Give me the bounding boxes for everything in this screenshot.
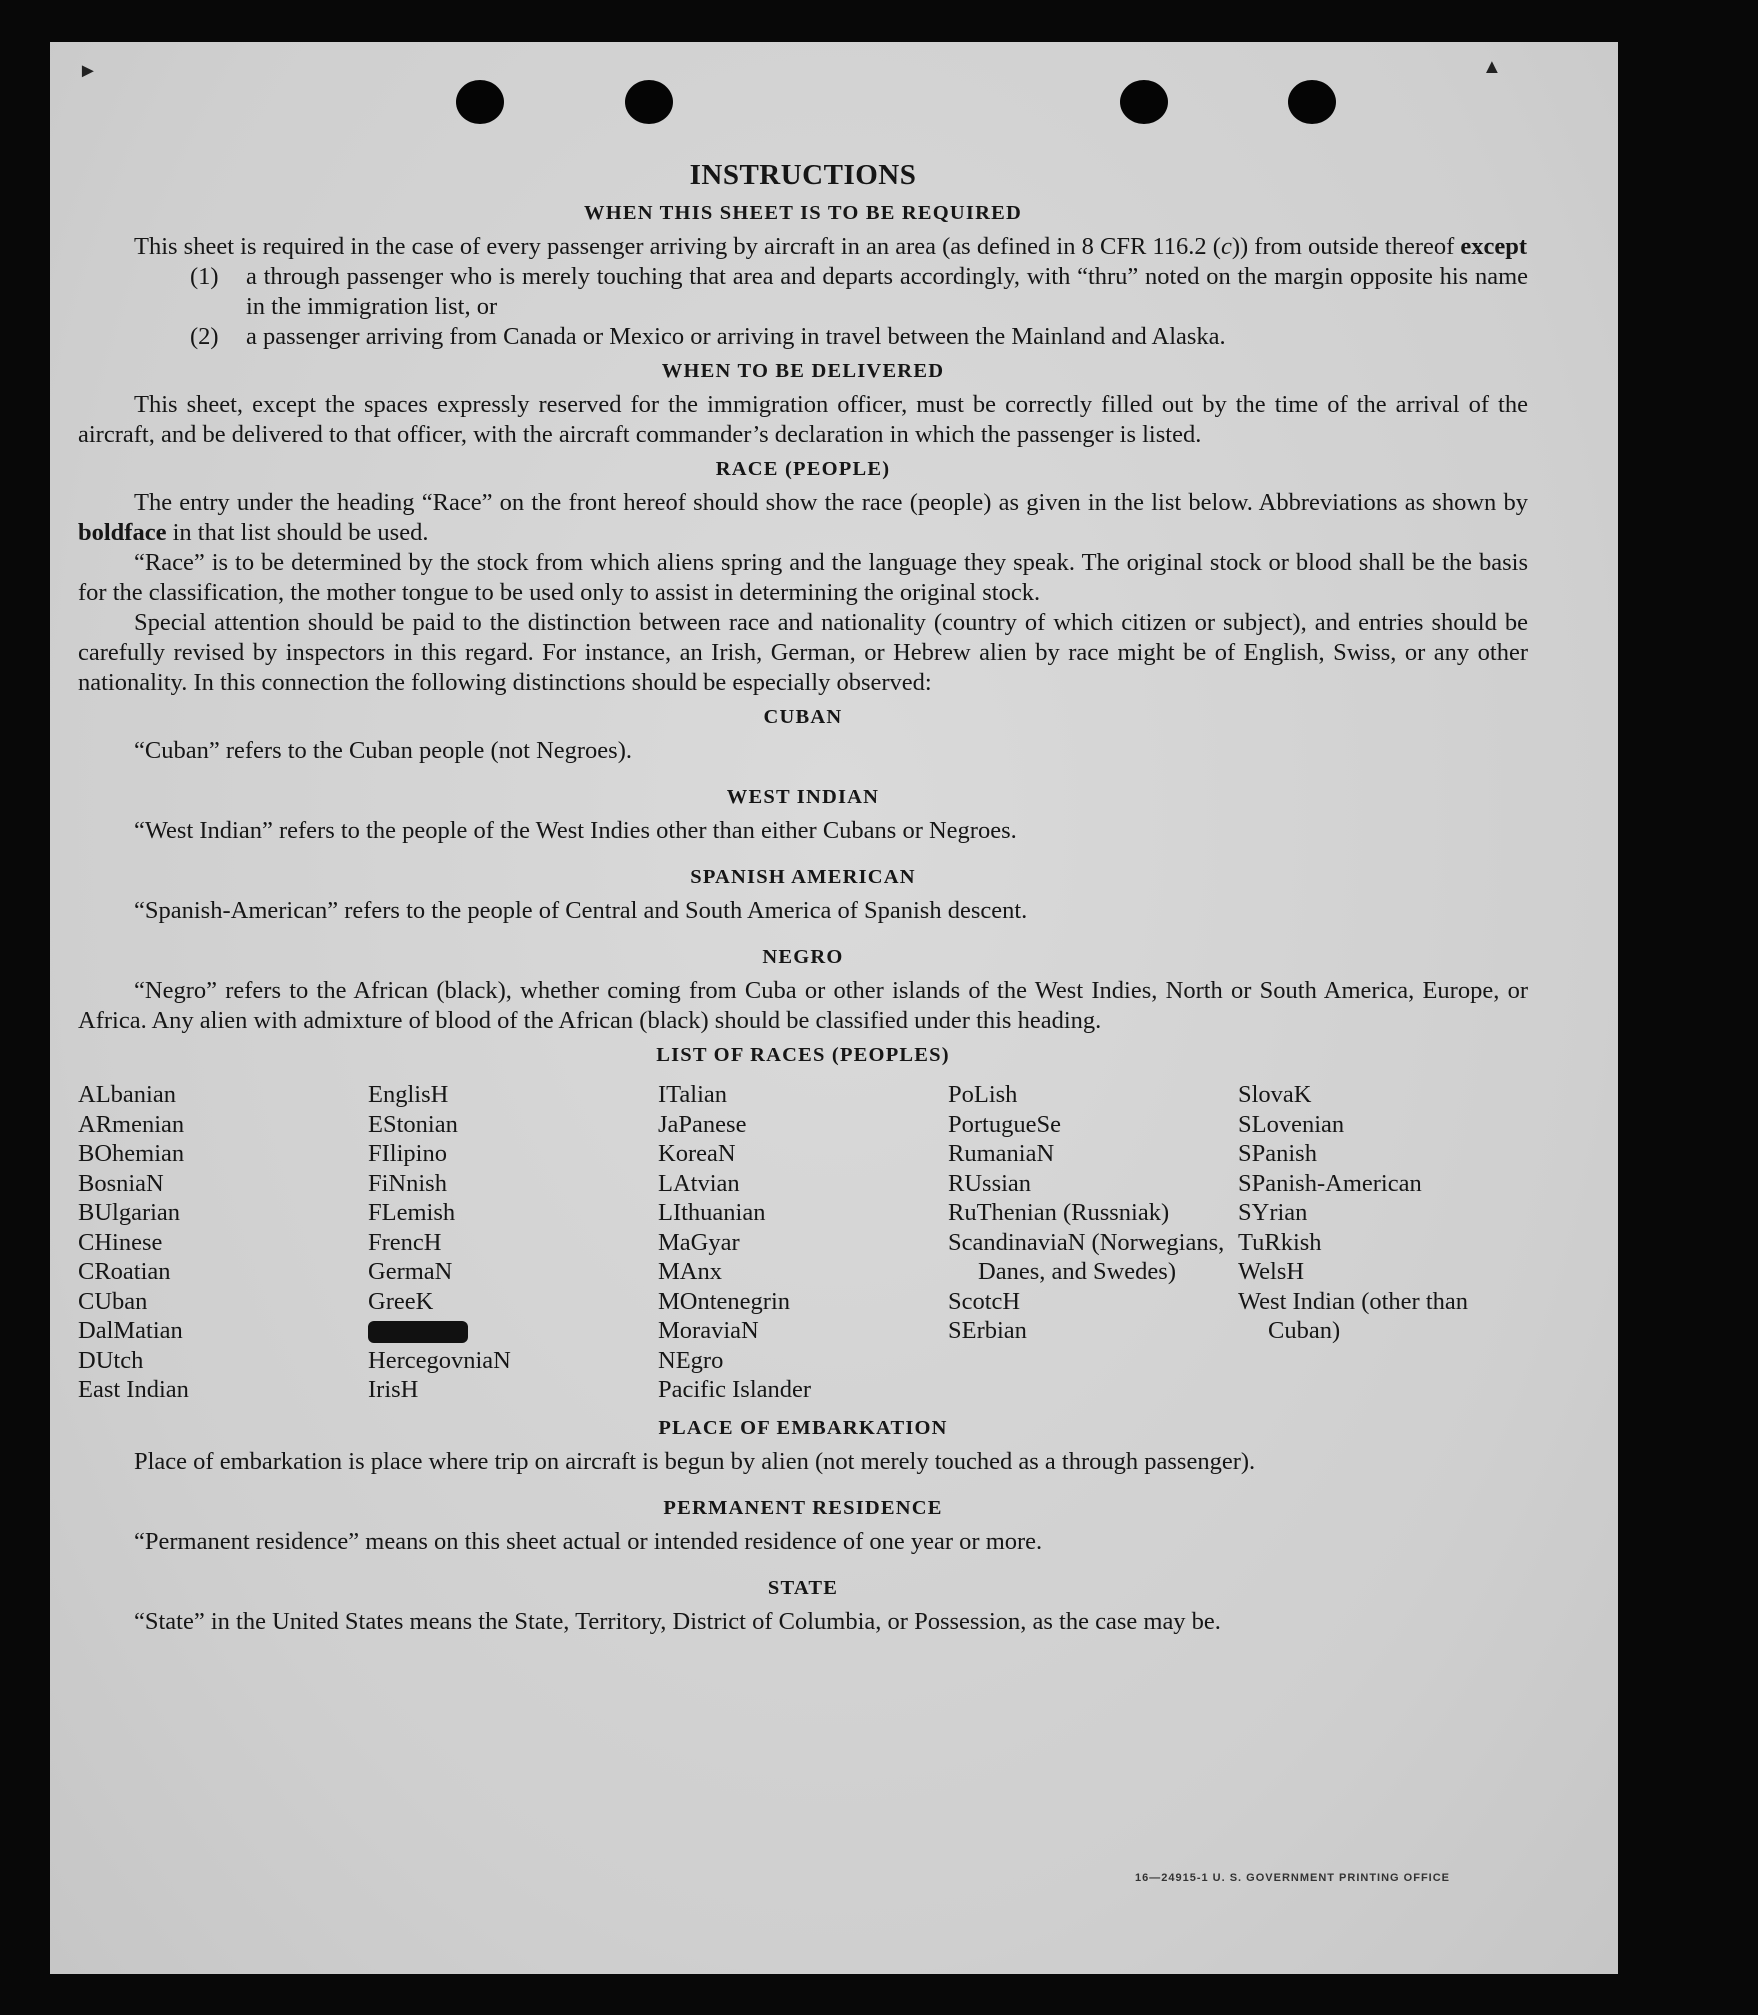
heading-negro: NEGRO xyxy=(762,946,844,968)
spanish-american-text: “Spanish-American” refers to the people of Central and South America of Spanish descent. xyxy=(134,897,1028,924)
race-column xyxy=(78,1080,368,1405)
race-item: MAnx xyxy=(658,1258,722,1285)
heading-cuban: CUBAN xyxy=(763,706,843,728)
race-text-1 xyxy=(78,488,1528,548)
when-required-text-a: This sheet is required in the case of every passenger arriving by aircraft in an area (as defined in 8 CFR 116.2 ( xyxy=(134,233,1221,260)
race-item: GreeK xyxy=(368,1287,434,1315)
race-item: FiNnish xyxy=(368,1169,447,1197)
when-required-text-b: )) from outside thereof xyxy=(1231,233,1461,260)
race-item: KoreaN xyxy=(658,1140,736,1167)
race-item: SPanish xyxy=(1238,1140,1317,1167)
race-item: IrisH xyxy=(368,1376,419,1403)
race-item: SYrian xyxy=(1238,1199,1308,1226)
race-item: SErbian xyxy=(948,1317,1027,1344)
race-item: PortugueSe xyxy=(948,1110,1061,1138)
race-item: HercegovniaN xyxy=(368,1346,511,1374)
punch-hole xyxy=(625,80,673,124)
race-item: CHinese xyxy=(78,1228,163,1256)
race-item: ScotcH xyxy=(948,1287,1021,1315)
document-page xyxy=(50,42,1618,1974)
race-item: West Indian (other than Cuban) xyxy=(1238,1287,1469,1344)
when-required-text-c: c xyxy=(1220,233,1232,260)
race-item: ALbanian xyxy=(78,1081,176,1108)
exception-number: (2) xyxy=(190,323,219,350)
race-item: Pacific Islander xyxy=(658,1376,812,1403)
arrow-mark-icon: ▲ xyxy=(1482,56,1502,78)
race-item: RuThenian (Russniak) xyxy=(948,1199,1170,1226)
redacted-race-item xyxy=(368,1316,658,1346)
race-item: NEgro xyxy=(658,1346,724,1374)
state-text: “State” in the United States means the State, Territory, District of Columbia, or Possession, as the case may be. xyxy=(134,1607,1221,1635)
exception-text: a passenger arriving from Canada or Mexico or arriving in travel between the Mainland and Alaska. xyxy=(246,323,1226,350)
heading-when-required: WHEN THIS SHEET IS TO BE REQUIRED xyxy=(584,202,1022,224)
punch-hole xyxy=(1120,80,1168,124)
redaction-mark xyxy=(368,1321,468,1343)
race-item: EnglisH xyxy=(368,1081,449,1108)
except-keyword: except xyxy=(1460,233,1528,260)
permanent-residence-text: “Permanent residence” means on this sheet actual or intended residence of one year or more. xyxy=(134,1527,1043,1555)
cuban-text: “Cuban” refers to the Cuban people (not Negroes). xyxy=(134,737,632,764)
embarkation-text: Place of embarkation is place where trip on aircraft is begun by alien (not merely touched as a through passenger). xyxy=(134,1447,1256,1475)
race-column xyxy=(658,1080,948,1405)
heading-spanish-american: SPANISH AMERICAN xyxy=(690,866,916,888)
race-item: BosniaN xyxy=(78,1169,164,1197)
race-text-3: Special attention should be paid to the distinction between race and nationality (country of which citizen or subject), and entries should be carefully revised by inspectors in this regard. For instance, an Irish, German, or Hebrew alien by race might be of English, Swiss, or any other nationality. In this connection the following distinctions should be especially observed: xyxy=(78,609,1528,696)
race-item: LIthuanian xyxy=(658,1199,766,1226)
race-item: SPanish-American xyxy=(1238,1169,1422,1197)
race-item: East Indian xyxy=(78,1376,189,1403)
heading-when-delivered: WHEN TO BE DELIVERED xyxy=(661,360,945,382)
page-title: INSTRUCTIONS xyxy=(689,159,917,191)
race-item: CRoatian xyxy=(78,1258,171,1285)
race-column xyxy=(1238,1080,1488,1405)
heading-permanent-residence: PERMANENT RESIDENCE xyxy=(663,1496,943,1519)
race-item: PoLish xyxy=(948,1081,1018,1108)
punch-hole xyxy=(1288,80,1336,124)
race-item: BOhemian xyxy=(78,1140,185,1167)
exception-item xyxy=(78,262,1528,322)
heading-list-of-races: LIST OF RACES (PEOPLES) xyxy=(656,1044,950,1066)
race-item: EStonian xyxy=(368,1110,458,1138)
race-item: RUssian xyxy=(948,1169,1032,1197)
exception-item xyxy=(78,322,1528,352)
race-item: RumaniaN xyxy=(948,1140,1055,1167)
race-item: WelsH xyxy=(1238,1258,1305,1285)
race-item: DUtch xyxy=(78,1346,144,1374)
exception-text: a through passenger who is merely touching that area and departs accordingly, with “thru” noted on the margin opposite his name in the immigration list, or xyxy=(246,263,1528,320)
race-item: MoraviaN xyxy=(658,1317,759,1344)
west-indian-text: “West Indian” refers to the people of the West Indies other than either Cubans or Negroes. xyxy=(134,817,1017,844)
heading-west-indian: WEST INDIAN xyxy=(726,786,880,808)
race-item: FLemish xyxy=(368,1199,456,1226)
boldface-keyword: boldface xyxy=(78,519,167,546)
heading-race: RACE (PEOPLE) xyxy=(715,458,891,480)
race-text-1-a: The entry under the heading “Race” on the front hereof should show the race (people) as given in the list below. Abbreviations as shown by xyxy=(134,489,1528,516)
race-item: ITalian xyxy=(658,1081,728,1108)
race-item: TuRkish xyxy=(1238,1228,1322,1256)
when-required-text xyxy=(78,232,1528,262)
race-item: GermaN xyxy=(368,1258,453,1285)
negro-text: “Negro” refers to the African (black), whether coming from Cuba or other islands of the West Indies, North or South America, Europe, or Africa. Any alien with admixture of blood of the African (black) should be classified under this heading. xyxy=(78,977,1528,1034)
race-item: BUlgarian xyxy=(78,1199,181,1226)
race-item: SLovenian xyxy=(1238,1110,1345,1138)
instructions-body xyxy=(78,160,1528,1637)
race-item: MaGyar xyxy=(658,1228,740,1256)
race-item: JaPanese xyxy=(658,1110,747,1138)
printer-imprint: 16—24915-1 U. S. GOVERNMENT PRINTING OFFICE xyxy=(1135,1872,1451,1884)
heading-embarkation: PLACE OF EMBARKATION xyxy=(658,1416,948,1439)
race-list xyxy=(78,1080,1528,1405)
race-item: DalMatian xyxy=(78,1317,183,1344)
race-column xyxy=(368,1080,658,1405)
race-column xyxy=(948,1080,1238,1405)
heading-state: STATE xyxy=(767,1576,839,1599)
race-item: CUban xyxy=(78,1287,148,1315)
race-item: SlovaK xyxy=(1238,1081,1312,1108)
race-item: LAtvian xyxy=(658,1169,740,1197)
when-delivered-text: This sheet, except the spaces expressly reserved for the immigration officer, must be correctly filled out by the time of the arrival of the aircraft, and be delivered to that officer, with the aircraft commander’s declaration in which the passenger is listed. xyxy=(78,391,1528,448)
race-text-2: “Race” is to be determined by the stock from which aliens spring and the language they speak. The original stock or blood shall be the basis for the classification, the mother tongue to be used only to assist in determining the original stock. xyxy=(78,549,1528,606)
race-text-1-b: in that list should be used. xyxy=(166,519,429,546)
race-item: ScandinaviaN (Norwegians, Danes, and Swedes) xyxy=(948,1228,1225,1285)
exception-number: (1) xyxy=(190,263,219,290)
punch-hole xyxy=(456,80,504,124)
race-item: ARmenian xyxy=(78,1110,185,1138)
race-item: FIlipino xyxy=(368,1140,447,1167)
race-item: FrencH xyxy=(368,1228,442,1256)
race-item: MOntenegrin xyxy=(658,1287,790,1315)
arrow-mark-icon: ► xyxy=(78,60,98,82)
